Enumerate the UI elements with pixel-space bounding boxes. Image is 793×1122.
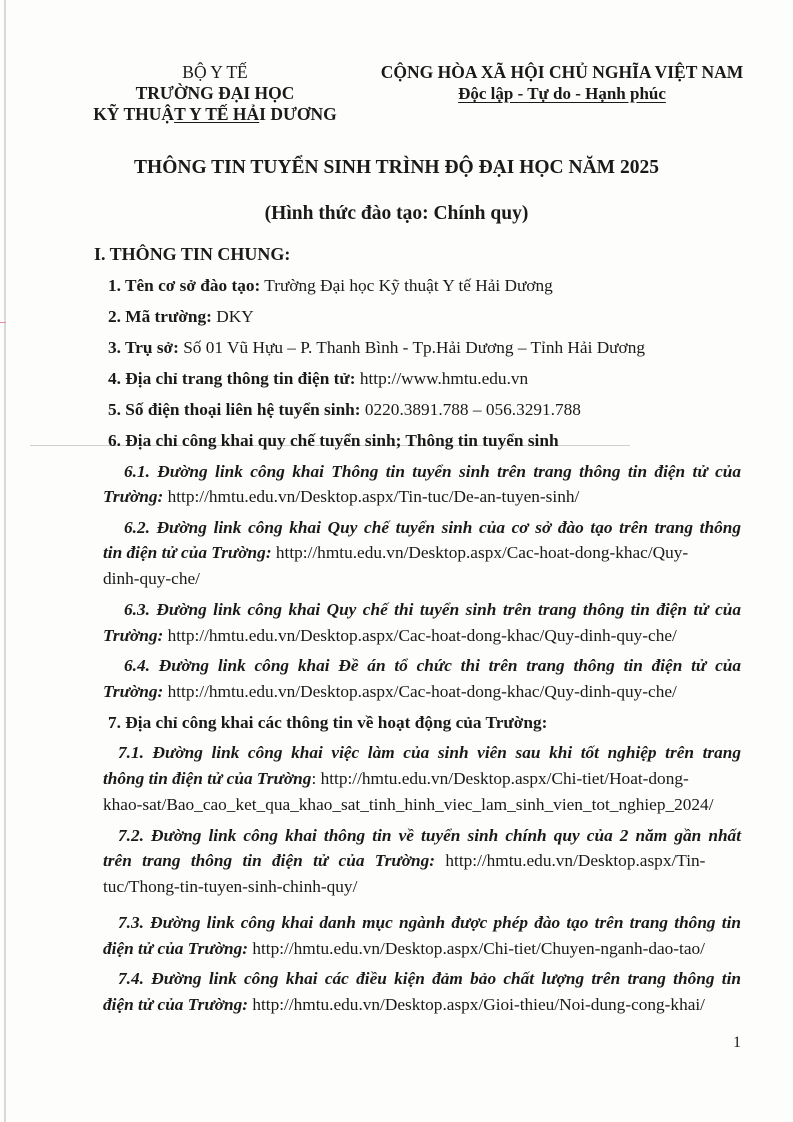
link-url[interactable]: http://hmtu.edu.vn/Desktop.aspx/Chi-tiet/Hoat-dong- <box>316 769 689 788</box>
info-value: DKY <box>211 307 254 326</box>
issuer-block <box>80 62 350 125</box>
subitem-6-4-heading: 6.4. Đường link công khai Đề án tổ chức thi trên trang thông tin điện tử của <box>124 656 741 675</box>
link-label: trên trang thông tin điện tử của Trường: <box>103 851 436 870</box>
info-label: 6. Địa chỉ công khai quy chế tuyển sinh; Thông tin tuyển sinh <box>108 431 559 450</box>
link-label: Trường: <box>103 626 164 645</box>
info-item-website <box>108 369 528 389</box>
nation-name: CỘNG HÒA XÃ HỘI CHỦ NGHĨA VIỆT NAM <box>380 62 744 82</box>
document-subtitle: (Hình thức đào tạo: Chính quy) <box>264 203 529 224</box>
document-title: THÔNG TIN TUYỂN SINH TRÌNH ĐỘ ĐẠI HỌC NĂM 2025 <box>134 157 659 178</box>
info-label: 1. Tên cơ sở đào tạo: <box>108 276 261 295</box>
section-heading: I. THÔNG TIN CHUNG: <box>94 244 291 264</box>
ministry-name: BỘ Y TẾ <box>182 62 248 82</box>
link-url[interactable]: http://hmtu.edu.vn/Desktop.aspx/Cac-hoat-dong-khac/Quy-dinh-quy-che/ <box>163 626 677 645</box>
phone-numbers: 0220.3891.788 – 056.3291.788 <box>360 400 581 419</box>
link-url-continued[interactable]: dinh-quy-che/ <box>103 569 200 588</box>
subitem-7-4-heading: 7.4. Đường link công khai các điều kiện đảm bảo chất lượng trên trang thông tin <box>118 969 741 988</box>
link-label: thông tin điện tử của Trường <box>103 769 312 788</box>
subitem-7-1-heading: 7.1. Đường link công khai việc làm của sinh viên sau khi tốt nghiệp trên trang <box>118 743 741 762</box>
link-label: điện tử của Trường: <box>103 939 249 958</box>
info-value: Số 01 Vũ Hựu – P. Thanh Bình - Tp.Hải Dương – Tỉnh Hải Dương <box>178 338 645 357</box>
school-name-line2 <box>80 104 350 125</box>
link-label: Trường: <box>103 487 164 506</box>
link-url[interactable]: http://hmtu.edu.vn/Desktop.aspx/Chi-tiet/Chuyen-nganh-dao-tao/ <box>248 939 705 958</box>
link-url-continued[interactable]: khao-sat/Bao_cao_ket_qua_khao_sat_tinh_hinh_viec_lam_sinh_vien_tot_nghiep_2024/ <box>103 795 714 814</box>
info-item-phone <box>108 400 581 420</box>
link-label: tin điện tử của Trường: <box>103 543 272 562</box>
link-url[interactable]: http://hmtu.edu.vn/Desktop.aspx/Cac-hoat-dong-khac/Quy-dinh-quy-che/ <box>163 682 677 701</box>
link-url[interactable]: http://hmtu.edu.vn/Desktop.aspx/Cac-hoat-dong-khac/Quy- <box>271 543 689 562</box>
link-url[interactable]: http://hmtu.edu.vn/Desktop.aspx/Tin- <box>435 851 706 870</box>
school-name-part: I DƯƠNG <box>259 104 337 124</box>
subitem-7-2-heading: 7.2. Đường link công khai thông tin về tuyển sinh chính quy của 2 năm gần nhất <box>118 826 741 845</box>
subitem-7-2-link-line <box>103 851 705 871</box>
website-link[interactable]: http://www.hmtu.edu.vn <box>355 369 529 388</box>
subitem-6-3-heading: 6.3. Đường link công khai Quy chế thi tuyển sinh trên trang thông tin điện tử của <box>124 600 741 619</box>
subitem-7-4-link-line <box>103 995 705 1015</box>
subitem-7-3-heading: 7.3. Đường link công khai danh mục ngành được phép đào tạo trên trang thông tin <box>118 913 741 932</box>
info-label: 4. Địa chỉ trang thông tin điện tử: <box>108 369 356 388</box>
info-item-activities: 7. Địa chỉ công khai các thông tin về hoạt động của Trường: <box>108 713 548 732</box>
info-item-address <box>108 338 645 358</box>
info-value: Trường Đại học Kỹ thuật Y tế Hải Dương <box>260 276 553 295</box>
scan-mark <box>0 322 6 323</box>
colon: : <box>311 769 317 788</box>
national-motto: Độc lập - Tự do - Hạnh phúc <box>458 84 666 103</box>
link-url[interactable]: http://hmtu.edu.vn/Desktop.aspx/Gioi-thieu/Noi-dung-cong-khai/ <box>248 995 705 1014</box>
national-header <box>362 62 762 104</box>
link-url-continued[interactable]: tuc/Thong-tin-tuyen-sinh-chinh-quy/ <box>103 877 358 896</box>
subitem-6-1-link-line <box>103 487 579 507</box>
subitem-6-2-heading: 6.2. Đường link công khai Quy chế tuyển sinh của cơ sở đào tạo trên trang thông <box>124 518 741 537</box>
info-label: 2. Mã trường: <box>108 307 212 326</box>
info-item-regulations <box>108 431 559 451</box>
subitem-6-3-link-line <box>103 626 677 646</box>
link-url[interactable]: http://hmtu.edu.vn/Desktop.aspx/Tin-tuc/De-an-tuyen-sinh/ <box>163 487 580 506</box>
subitem-7-3-link-line <box>103 939 705 959</box>
info-label: 3. Trụ sở: <box>108 338 179 357</box>
subitem-6-4-link-line <box>103 682 677 702</box>
info-item-code <box>108 307 254 327</box>
school-name-line1: TRƯỜNG ĐẠI HỌC <box>135 83 295 103</box>
subitem-6-1-heading: 6.1. Đường link công khai Thông tin tuyển sinh trên trang thông tin điện tử của <box>124 462 741 481</box>
link-label: Trường: <box>103 682 164 701</box>
info-item-name <box>108 276 553 296</box>
subitem-6-2-link-line <box>103 543 688 563</box>
link-label: điện tử của Trường: <box>103 995 249 1014</box>
page-number: 1 <box>733 1034 741 1051</box>
school-name-part: KỸ THUẬ <box>93 104 175 124</box>
subitem-7-1-link-line <box>103 769 689 789</box>
school-name-underlined: T Y TẾ HẢ <box>174 104 260 124</box>
info-label: 5. Số điện thoại liên hệ tuyển sinh: <box>108 400 361 419</box>
